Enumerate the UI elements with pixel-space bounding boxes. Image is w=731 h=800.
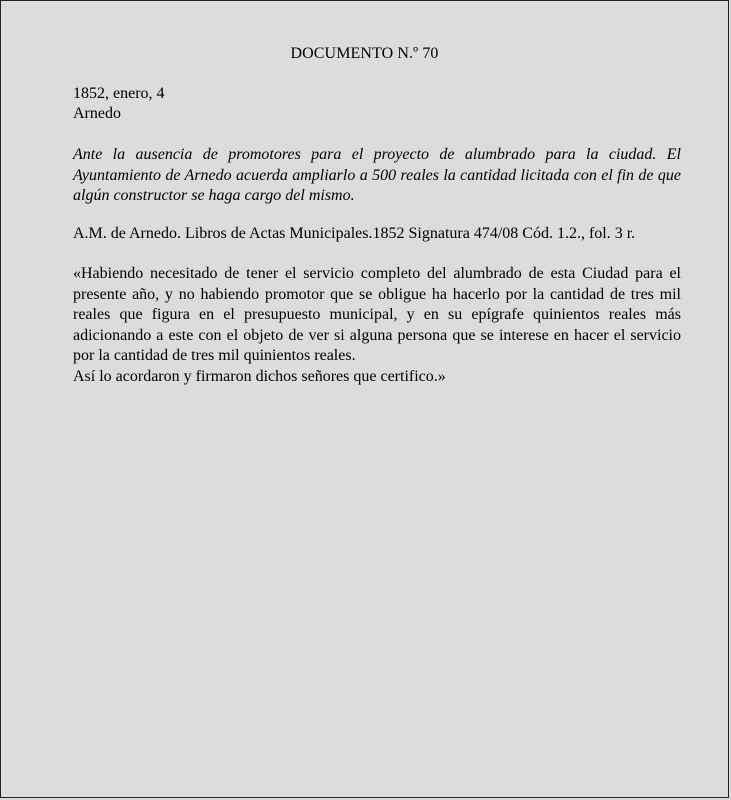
document-summary: Ante la ausencia de promotores para el proyecto de alumbrado para la ciudad. El Ayuntamiento de Arnedo acuerda ampliarlo a 500 reales la cantidad licitada con el fin de que algún constructor se haga cargo del mismo.: [73, 146, 681, 204]
document-body: [73, 264, 681, 387]
document-source: A.M. de Arnedo. Libros de Actas Municipales.1852 Signatura 474/08 Cód. 1.2., fol. 3 r.: [73, 225, 636, 242]
document-date: 1852, enero, 4: [73, 85, 165, 102]
document-closing: Así lo acordaron y firmaron dichos señores que certifico.»: [73, 367, 446, 385]
document-place: Arnedo: [73, 105, 121, 122]
document-meta: [73, 84, 165, 124]
document-title: DOCUMENTO N.º 70: [290, 45, 439, 62]
document-body-paragraph: «Habiendo necesitado de tener el servicio completo del alumbrado de esta Ciudad para el presente año, y no habiendo promotor que se obligue ha hacerlo por la cantidad de tres mil reales que figura en el presupuesto municipal, y en su epígrafe quinientos reales más adicionando a este con el objeto de ver si alguna persona que se interese en hacer el servicio por la cantidad de tres mil quinientos reales.: [73, 265, 681, 364]
